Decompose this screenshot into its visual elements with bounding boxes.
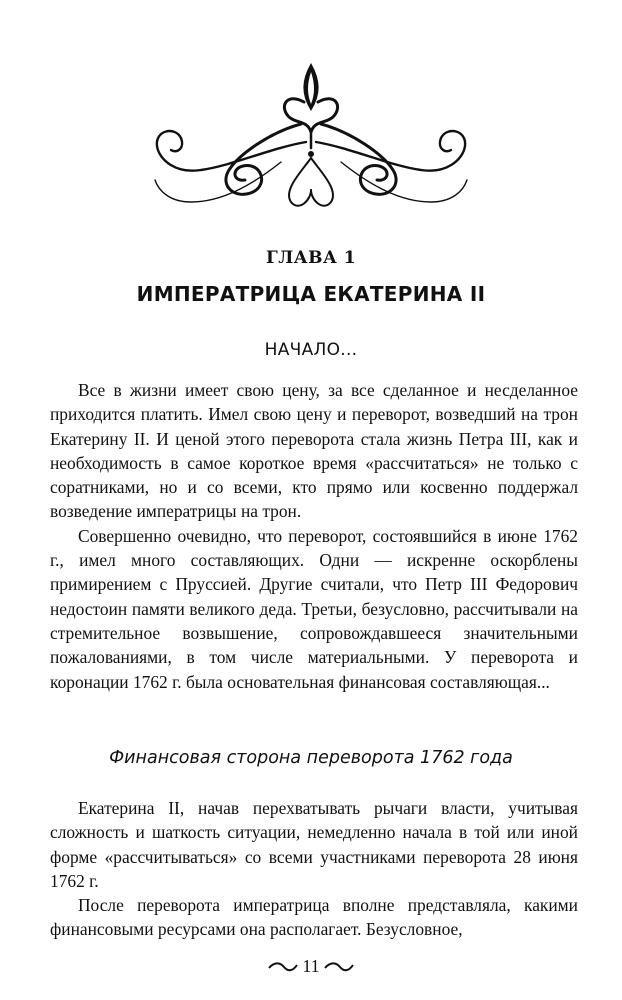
page-number-footer: [0, 955, 622, 977]
paragraph: Екатерина II, начав перехватывать рычаги власти, учитывая сложность и шаткость ситуации, немедленно начала в той или иной форме «рассчитываться» со всеми участниками переворота 28 июня 1762 г.: [50, 798, 578, 891]
decorative-flourish-ornament: [151, 62, 471, 212]
paragraph: Совершенно очевидно, что переворот, состоявшийся в июне 1762 г., имел много составляющих. Одни — искренне оскорблены примирением с Пруссией. Другие считали, что Петр III Федорович недостоин памяти великого деда. Третьи, безусловно, рассчитывали на стремительное возвышение, сопровождавшееся значительными пожалованиями, в том числе материальными. У переворота и коронации 1762 г. была основательная финансовая составляющая...: [50, 525, 578, 692]
chapter-label: ГЛАВА 1: [265, 248, 357, 268]
swash-right-icon: [324, 962, 354, 972]
swash-left-icon: [268, 962, 298, 972]
section-body: [50, 378, 578, 694]
page-number: 11: [302, 956, 320, 977]
paragraph: После переворота императрица вполне представляла, какими финансовыми ресурсами она располагает. Безусловное,: [50, 895, 578, 940]
chapter-title: ИМПЕРАТРИЦА ЕКАТЕРИНА II: [136, 282, 486, 306]
section-heading: НАЧАЛО...: [264, 340, 358, 360]
paragraph: Все в жизни имеет свою цену, за все сделанное и несделанное приходится платить. Имел свою цену и переворот, возведший на трон Екатерину II. И ценой этого переворота стала жизнь Петра III, как и необходимость в самое короткое время «рассчитаться» не только с соратниками, но и со всеми, кто прямо или косвенно поддержал возведение императрицы на трон.: [50, 380, 578, 522]
subsection-body: [50, 796, 578, 942]
subsection-heading: Финансовая сторона переворота 1762 года: [109, 748, 513, 768]
